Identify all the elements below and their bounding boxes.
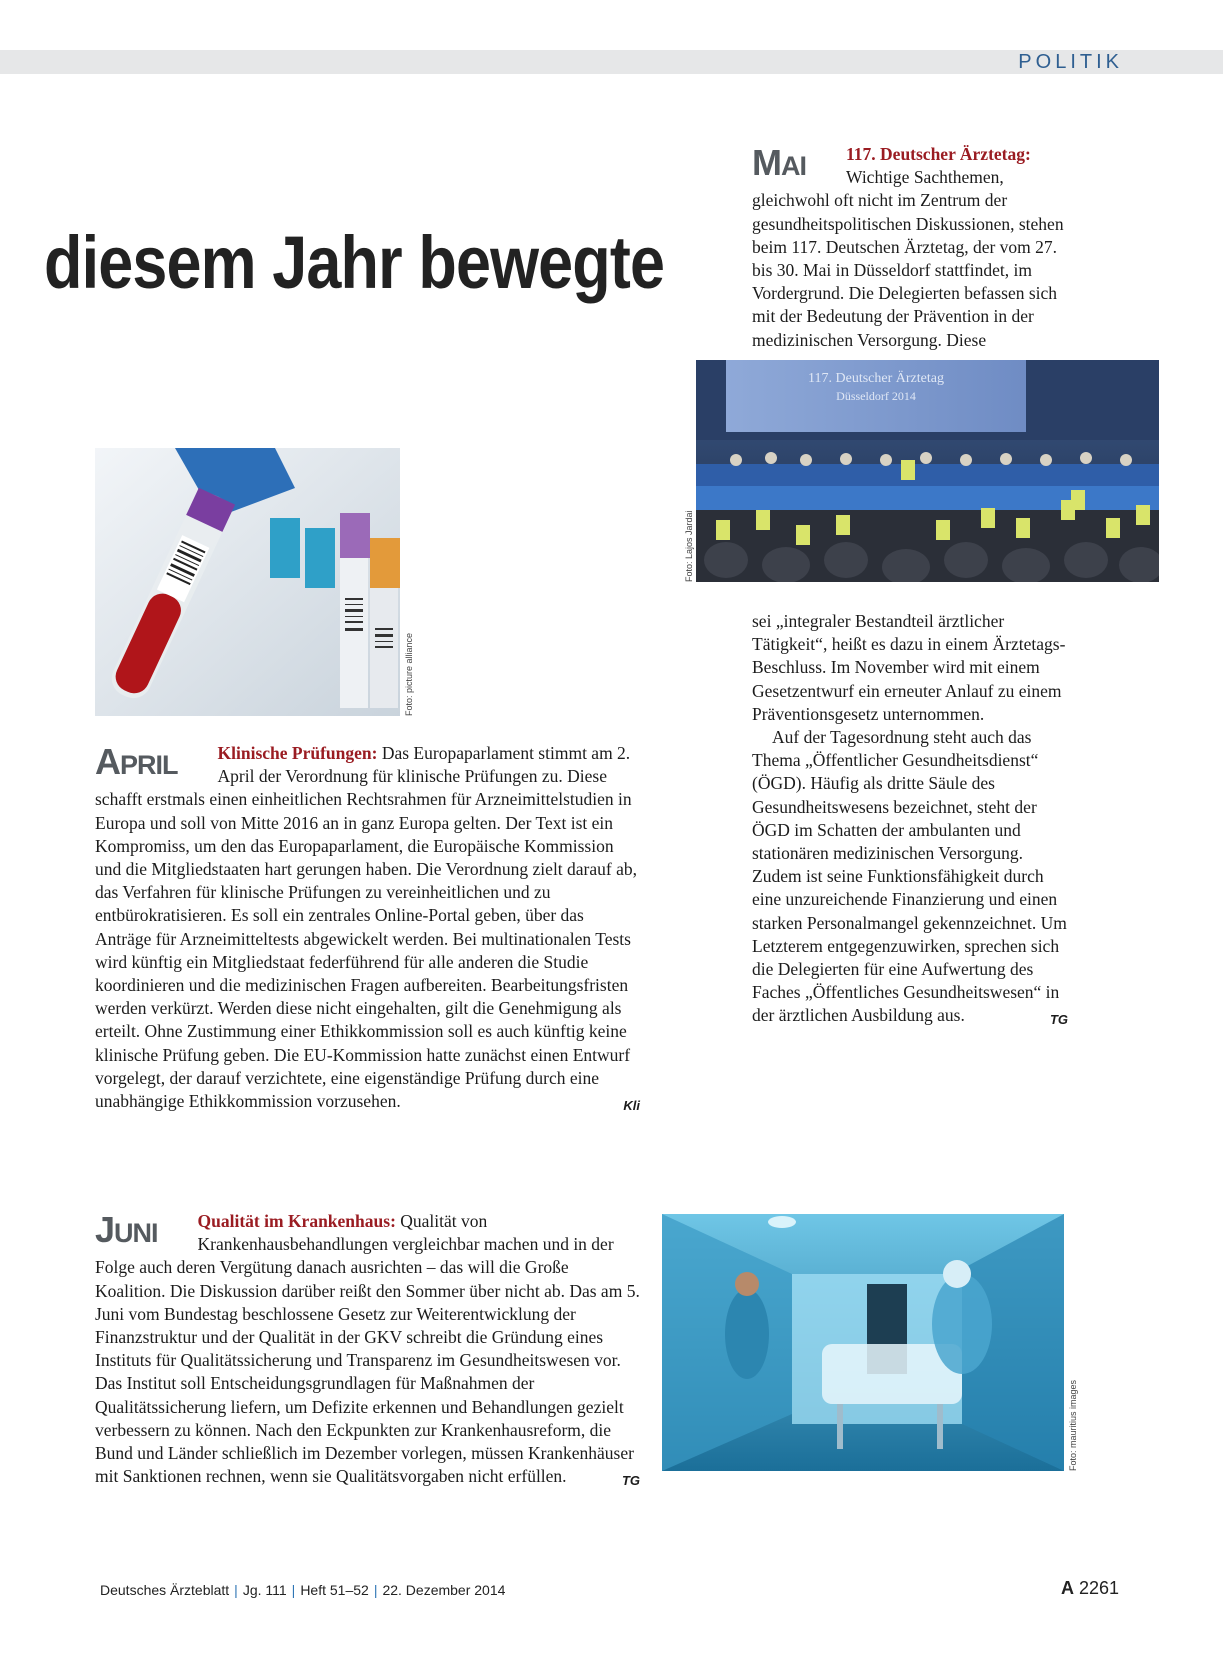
footer-separator: |: [291, 1582, 296, 1598]
journal-volume: Jg. 111: [242, 1582, 287, 1598]
journal-issue: Heft 51–52: [300, 1582, 369, 1598]
article-text: sei „integraler Bestandteil ärztlicher Tätigkeit“, heißt es dazu in einem Ärztetags-Beschluss. Im November wird mit einem Gesetzentwurf ein erneuter Anlauf zu einem Präventionsgesetz unternommen.: [752, 611, 1066, 724]
article-kicker: 117. Deutscher Ärztetag:: [846, 144, 1031, 164]
banner-line2: Düsseldorf 2014: [836, 389, 916, 403]
article-text: Auf der Tagesordnung steht auch das Thema „Öffentlicher Gesundheitsdienst“ (ÖGD). Häufig als dritte Säule des Gesundheitswesens bezeichnet, steht der ÖGD im Schatten der ambulanten und stationären medizinischen Versorgung. Zudem ist seine Funktionsfähigkeit durch eine unzureichende Finanzierung und einen starken Personalmangel gekennzeichnet. Um Letzterem entgegenzuwirken, sprechen sich die Delegierten für eine Aufwertung des Faches „Öffentliches Gesundheitswesen“ in der ärztlichen Ausbildung aus.: [752, 727, 1067, 1026]
photo-credit-juni: Foto: mauritius images: [1068, 1379, 1078, 1471]
hospital-corridor-image: [662, 1214, 1064, 1471]
article-mai-part2: [752, 610, 1068, 1032]
issue-date: 22. Dezember 2014: [382, 1582, 506, 1598]
article-signature: TG: [621, 1473, 640, 1489]
article-kicker: Klinische Prüfungen:: [217, 743, 378, 763]
delegates-voting-image: [696, 360, 1159, 582]
article-text: Qualität von Krankenhausbehandlungen vergleichbar machen und in der Folge auch deren Vergütung danach ausrichten – das will die Große Koalition. Die Diskussion darüber reißt den Sommer über nicht ab. Das am 5. Juni vom Bundestag beschlossene Gesetz zur Weiterentwicklung der Finanzstruktur und der Qualität in der GKV schreibt die Gründung eines Instituts für Qualitätssicherung und Transparenz im Gesundheitswesen vor. Das Institut soll Entscheidungsgrundlagen für Maßnahmen der Qualitätssicherung liefern, um Defizite erkennen und Behandlungen gezielt verbessern zu können. Nach den Eckpunkten zur Krankenhausreform, die Bund und Länder schließlich im Dezember vorlegen, müssen Krankenhäuser mit Sanktionen rechnen, wenn sie Qualitätsvorgaben nicht erfüllen.: [95, 1211, 640, 1487]
page-headline: diesem Jahr bewegte: [44, 221, 665, 304]
photo-credit-april: Foto: picture alliance: [404, 632, 414, 716]
blood-sample-photo: [95, 448, 400, 716]
article-april: [95, 742, 640, 1117]
month-label-juni: JUNI: [95, 1209, 158, 1250]
photo-credit-mai: Foto: Lajos Jardai: [684, 510, 694, 582]
hospital-corridor-photo: [662, 1214, 1064, 1471]
article-mai-part1: [752, 143, 1068, 352]
section-label: POLITIK: [1018, 51, 1123, 73]
article-text: Das Europaparlament stimmt am 2. April der Verordnung für klinische Prüfungen zu. Diese schafft erstmals einen einheitlichen Rechtsrahmen für Arzneimittelstudien in Europa und soll von Mitte 2016 an in ganz Europa gelten. Der Text ist ein Kompromiss, um den das Europaparlament, die Europäische Kommission und die Mitgliedstaaten hart gerungen haben. Die Verordnung zielt darauf ab, das Verfahren für klinische Prüfungen zu vereinheitlichen und zu entbürokratisieren. Es soll ein zentrales Online-Portal geben, über das Anträge für Arzneimitteltests abgewickelt werden. Bei multinationalen Tests wird künftig ein Mitgliedstaat federführend für alle anderen die Studie koordinieren und die medizinischen Fragen aufbereiten. Bearbeitungsfristen werden verkürzt. Werden diese nicht eingehalten, gilt die Genehmigung als erteilt. Ohne Zustimmung einer Ethikkommission soll es auch künftig keine klinische Prüfung geben. Die EU-Kommission hatte zunächst einen Entwurf vorgelegt, der darauf verzichtete, eine eigenständige Prüfung durch eine unabhängige Ethikkommission vorzusehen.: [95, 743, 637, 1112]
article-signature: TG: [1049, 1012, 1068, 1028]
footer-separator: |: [234, 1582, 238, 1598]
page-footer: [100, 1582, 505, 1598]
month-label-mai: MAI: [752, 142, 806, 183]
article-juni: [95, 1210, 640, 1492]
footer-separator: |: [373, 1582, 378, 1598]
article-text: Wichtige Sachthemen, gleichwohl oft nicht im Zentrum der gesundheitspolitischen Diskussionen, stehen beim 117. Deutschen Ärztetag, der vom 27. bis 30. Mai in Düsseldorf stattfindet, im Vordergrund. Die Delegierten befassen sich mit der Bedeutung der Prävention in der medizinischen Versorgung. Diese: [752, 167, 1064, 350]
article-signature: Kli: [623, 1098, 640, 1114]
delegates-voting-photo: [696, 360, 1159, 582]
article-kicker: Qualität im Krankenhaus:: [197, 1211, 396, 1231]
page-number: A 2261: [1060, 1578, 1119, 1598]
banner-line1: 117. Deutscher Ärztetag: [808, 371, 944, 386]
journal-name: Deutsches Ärzteblatt: [100, 1582, 230, 1598]
blood-sample-image: [95, 448, 400, 716]
month-label-april: APRIL: [95, 741, 178, 782]
